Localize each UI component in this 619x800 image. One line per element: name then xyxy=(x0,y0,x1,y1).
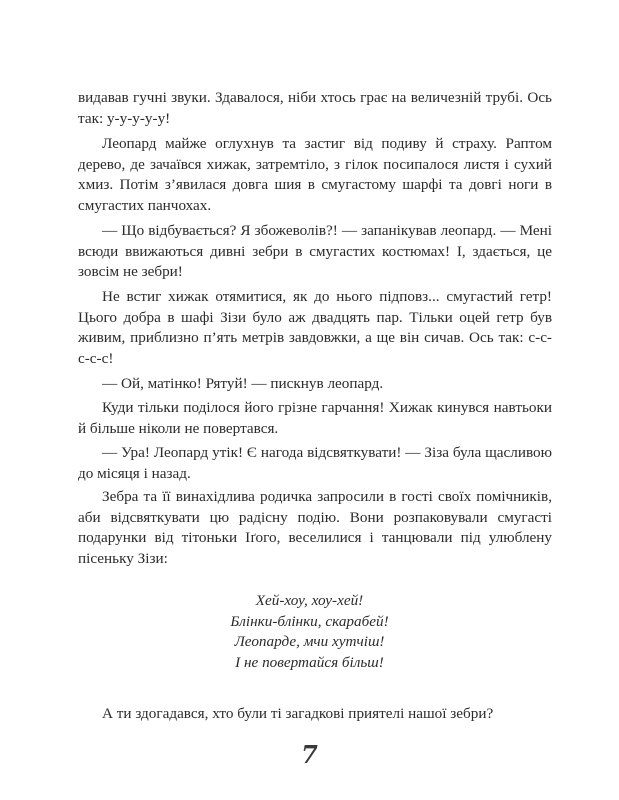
paragraph-trumpet: видавав гучні звуки. Здавалося, ніби хтось грає на величезній трубі. Ось так: у-у-у-у-у! xyxy=(78,89,552,127)
paragraph-leopard-flees: Куди тільки поділося його грізне гарчання! Хижак кинувся навтьоки й більше ніколи не повертався. xyxy=(78,399,552,437)
paragraph-celebration: — Ура! Леопард утік! Є нагода відсвяткувати! — Зіза була щасливою до місяця і назад. xyxy=(78,444,552,482)
verse-line: Хей-хоу, хоу-хей! xyxy=(255,592,364,609)
verse-line: І не повертайся більш! xyxy=(235,653,384,671)
verse-line: Леопарде, мчи хутчіш! xyxy=(234,633,385,650)
closing-question: А ти здогадався, хто були ті загадкові приятелі нашої зебри? xyxy=(102,705,494,722)
page-number: 7 xyxy=(301,740,318,769)
paragraph-party: Зебра та її винахідлива родичка запросили в гості своїх помічників, аби відсвяткувати цю радісну подію. Вони розпаковували смугасті подарунки від тітоньки Іґого, веселилися і танцювали під улюблену пісеньку Зізи: xyxy=(78,488,552,567)
paragraph-snake-gaiter: Не встиг хижак отямитися, як до нього підповз... смугастий гетр! Цього добра в шафі Зізи було аж двадцять пар. Тільки оцей гетр був живим, приблизно п’ять метрів завдовжки, а ще він сичав. Ось так: с-с-с-с-с! xyxy=(78,288,552,367)
paragraph-leopard-panics: — Що відбувається? Я збожеволів?! — запанікував леопард. — Мені всюди ввижаються дивні зебри в смугастих костюмах! І, здається, це зовсім не зебри! xyxy=(78,222,552,280)
song-verse xyxy=(0,591,619,673)
paragraph-leopard-deafened: Леопард майже оглухнув та застиг від подиву й страху. Раптом дерево, де зачаївся хижак, затремтіло, з гілок посипалося листя і сухий хмиз. Потім з’явилася довга шия в смугастому шарфі та довгі ноги в смугастих панчохах. xyxy=(78,135,552,214)
verse-line: Блінки-блінки, скарабей! xyxy=(230,612,389,630)
paragraph-leopard-squeaks: — Ой, матінко! Рятуй! — пискнув леопард. xyxy=(102,375,384,392)
